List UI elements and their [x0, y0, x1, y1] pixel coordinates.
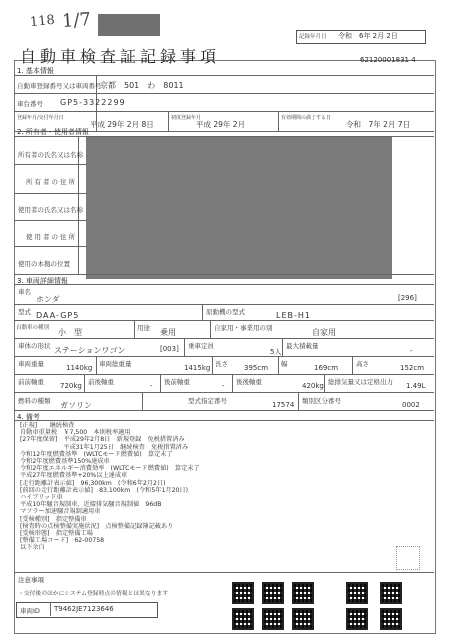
use-value: 乗用	[160, 328, 176, 337]
weight-label: 車両重量	[18, 360, 44, 368]
remark-line: ハイブリッド車	[20, 494, 63, 502]
body-shape-value: ステーションワゴン	[54, 346, 126, 355]
business-value: 自家用	[312, 328, 336, 337]
gross-weight-label: 車両総重量	[99, 360, 132, 368]
vehicle-type-label: 自動車の種別	[16, 325, 50, 331]
front-rear-axle-label: 前後軸重	[88, 378, 114, 386]
divider	[298, 392, 299, 410]
engine-label: 原動機の型式	[206, 308, 245, 316]
divider	[14, 572, 434, 573]
divider	[134, 320, 135, 338]
notice-text: ・交付後のほかにシステム登録時点の情報とは異なります	[18, 591, 169, 597]
capacity-label: 乗車定員	[188, 342, 214, 350]
divider	[282, 338, 283, 356]
section-vehicle-header: 3. 車両詳細情報	[17, 277, 68, 285]
divider	[324, 374, 325, 392]
divider	[168, 111, 169, 131]
displacement-value: 1.49L	[406, 382, 426, 390]
maker-label: 車名	[18, 288, 31, 296]
divider	[212, 356, 213, 374]
divider	[14, 164, 86, 165]
redacted-block-top	[98, 14, 160, 36]
divider	[50, 602, 51, 616]
divider	[14, 274, 434, 275]
base-location-label: 使用の本拠の位置	[18, 260, 70, 268]
qr-code	[262, 608, 284, 630]
engine-value: LEB-H1	[276, 311, 311, 320]
front-axle-label: 前前軸重	[18, 378, 44, 386]
divider	[352, 356, 353, 374]
capacity-value: 5人	[270, 348, 282, 356]
owner-name-label: 所有者の氏名又は名称	[18, 151, 83, 159]
qr-code	[346, 582, 368, 604]
fuel-value: ガソリン	[60, 401, 92, 410]
designation-label: 型式指定番号	[188, 397, 227, 405]
section-owner-header: 2. 所有者・使用者情報	[17, 128, 89, 136]
max-load-value: -	[410, 347, 413, 355]
divider	[160, 374, 161, 392]
rear-axle-value: 420kg	[302, 382, 324, 390]
divider	[14, 420, 434, 421]
remark-line: [正規] 継続検査	[20, 422, 75, 429]
divider	[142, 392, 143, 410]
remark-line: [走行距離計表示値] 96,300km (令和6年2月2日)	[20, 479, 166, 487]
first-year-value: 平成 29年 2月	[196, 120, 246, 129]
side-stamp	[396, 546, 420, 570]
height-value: 152cm	[400, 364, 425, 372]
user-name-label: 使用者の氏名又は名称	[18, 206, 83, 214]
displacement-label: 総排気量又は定格出力	[328, 378, 393, 386]
use-label: 用途	[137, 324, 150, 332]
remark-line: 平成27年度燃費基準+20%以上達成車	[20, 472, 128, 480]
remark-line: 令和2年度燃費基準150%達成車	[20, 458, 110, 466]
rear-axle-label: 後後軸重	[236, 378, 262, 386]
divider	[232, 374, 233, 392]
divider	[184, 338, 185, 356]
divider	[14, 338, 434, 339]
expiry-label: 有効期間の満了する日	[281, 115, 332, 121]
remark-line: 令和2年度エネルギー消費効率 (WLTCモード燃費値) 算定未了	[20, 465, 200, 473]
divider	[14, 374, 434, 375]
document-title: 自動車検査証記録事項	[20, 47, 221, 66]
vehicle-type-value: 小 型	[58, 328, 82, 337]
section-remarks-header: 4. 備考	[17, 413, 40, 421]
divider	[202, 304, 203, 320]
height-label: 高さ	[356, 360, 369, 368]
divider	[14, 246, 86, 247]
remark-line: [整備工場コード] 62-00758	[20, 537, 105, 545]
qr-code	[380, 582, 402, 604]
divider	[14, 356, 434, 357]
vehicle-id-value: T9462JE7123646	[54, 605, 114, 613]
document-number: 62120001831 4	[360, 56, 416, 64]
divider	[14, 193, 86, 194]
width-label: 幅	[281, 360, 288, 368]
divider	[14, 93, 434, 94]
chassis-label: 車台番号	[17, 100, 43, 108]
remark-line: [前回の走行距離計表示値] 83,100km (令和5年1月20日)	[20, 486, 189, 494]
qr-code	[232, 582, 254, 604]
first-reg-label: 登録年月/交付年月日	[17, 115, 64, 121]
remark-line: 自動車重量税 ￥7,500 本則税率適用	[20, 429, 131, 437]
category-value: 0002	[402, 401, 420, 409]
body-shape-label: 車体の形状	[18, 342, 51, 350]
remark-line: 令和12年度燃費基準 (WLTCモード燃費値) 算定未了	[20, 450, 173, 458]
divider	[14, 392, 434, 393]
record-date-value: 令和 6年 2月 2日	[338, 32, 398, 40]
handwritten-date: 1/7	[61, 9, 92, 32]
remarks-list	[20, 422, 200, 552]
divider	[14, 220, 86, 221]
front-rear-axle-value: -	[150, 382, 153, 390]
qr-code	[346, 608, 368, 630]
divider	[14, 284, 434, 285]
record-date-label: 記録年月日	[299, 34, 327, 40]
divider	[14, 304, 434, 305]
body-shape-code: [003]	[160, 345, 179, 353]
model-label: 型式	[18, 308, 31, 316]
expiry-value: 令和 7年 2月 7日	[346, 120, 411, 129]
width-value: 169cm	[314, 364, 339, 372]
divider	[278, 356, 279, 374]
qr-code	[232, 608, 254, 630]
remark-line: [27年度保留] 平成29年2月8日 新規登録 免税措置済み	[20, 436, 185, 444]
weight-value: 1140kg	[66, 364, 93, 372]
user-address-label: 使用者の住所	[26, 233, 77, 241]
remark-line: [受検形態] 指定整備工場	[20, 530, 93, 538]
front-axle-value: 720kg	[60, 382, 82, 390]
divider	[14, 75, 434, 76]
qr-code	[292, 582, 314, 604]
divider	[14, 320, 434, 321]
divider	[278, 111, 279, 131]
redacted-owner-info	[86, 137, 392, 279]
reg-number-label: 自動車登録番号又は車両番号	[17, 82, 102, 90]
qr-code	[262, 582, 284, 604]
maker-value: ホンダ	[36, 295, 60, 304]
remark-line: 以下余白	[20, 544, 45, 552]
designation-value: 17574	[272, 401, 295, 409]
remark-line: [受検種別] 指定整備車	[20, 515, 87, 523]
business-label: 自家用・事業用の別	[214, 324, 273, 332]
max-load-label: 最大積載量	[286, 342, 319, 350]
fuel-label: 燃料の種類	[18, 397, 51, 405]
first-year-label: 初度登録年月	[171, 115, 202, 121]
rear-front-axle-value: -	[222, 382, 225, 390]
divider	[14, 410, 434, 411]
gross-weight-value: 1415kg	[184, 364, 211, 372]
category-label: 類別区分番号	[302, 397, 341, 405]
remark-line: 平成31年1月25日 継続検査 免税措置済み	[20, 443, 189, 451]
divider	[14, 111, 434, 112]
chassis-value: GP5-3322299	[60, 98, 126, 107]
length-value: 395cm	[244, 364, 269, 372]
first-reg-value: 平成 29年 2月 8日	[90, 120, 154, 129]
divider	[84, 374, 85, 392]
qr-code	[380, 608, 402, 630]
owner-address-label: 所有者の住所	[26, 178, 77, 186]
remark-line: 平成10年騒音規制車、近接排気騒音規制値 96dB	[20, 501, 162, 509]
qr-code	[292, 608, 314, 630]
maker-code: [296]	[398, 294, 417, 302]
remark-line: マフラー加速騒音規制適用車	[20, 508, 101, 516]
vehicle-id-label: 車両ID	[20, 607, 40, 615]
divider	[96, 356, 97, 374]
rear-front-axle-label: 後前軸重	[164, 378, 190, 386]
length-label: 長さ	[215, 360, 228, 368]
model-value: DAA-GP5	[36, 311, 80, 320]
section-basic-header: 1. 基本情報	[17, 67, 54, 75]
reg-number-value: 京都 501 わ 8011	[100, 81, 184, 90]
handwritten-number: 118	[29, 12, 56, 31]
divider	[210, 320, 211, 338]
remark-line: [検査時の点検整備実施状況] 点検整備記録簿記載あり	[20, 522, 174, 530]
notice-header: 注意事項	[18, 576, 44, 584]
